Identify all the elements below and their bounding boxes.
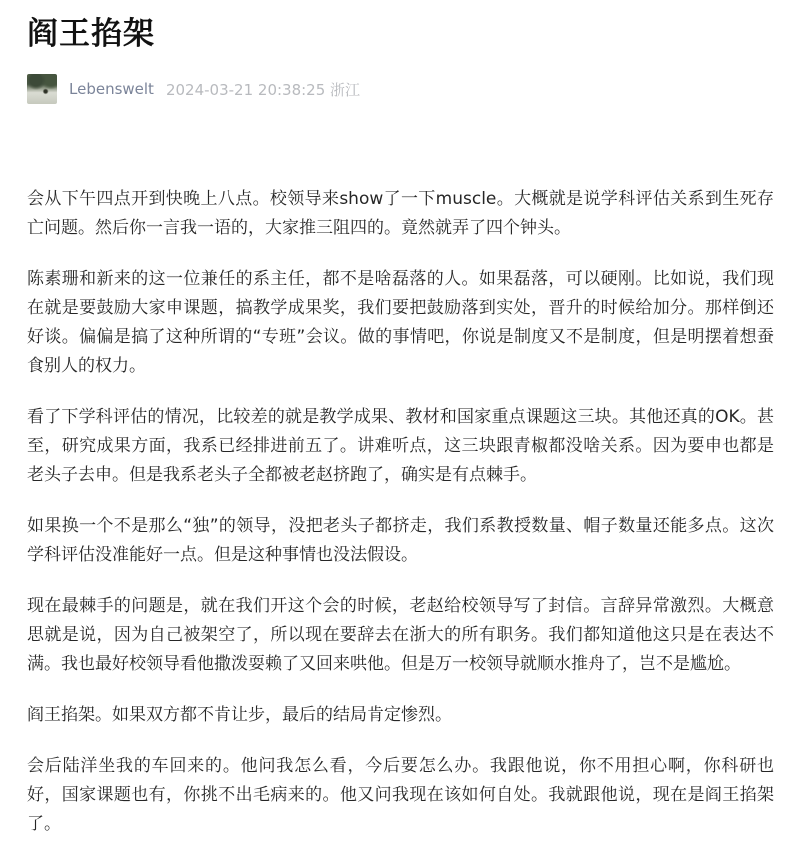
author-name[interactable]: Lebenswelt	[69, 80, 154, 98]
post-location: 浙江	[330, 80, 361, 99]
post-paragraph: 会从下午四点开到快晚上八点。校领导来show了一下muscle。大概就是说学科评估关系到生死存亡问题。然后你一言我一语的，大家推三阻四的。竟然就弄了四个钟头。	[27, 189, 774, 238]
post-paragraph: 看了下学科评估的情况，比较差的就是教学成果、教材和国家重点课题这三块。其他还真的OK。甚至，研究成果方面，我系已经排进前五了。讲难听点，这三块跟青椒都没啥关系。因为要申也都是老头子去申。但是我系老头子全都被老赵挤跑了，确实是有点棘手。	[27, 407, 774, 485]
author-row	[27, 73, 774, 105]
post-paragraph: 现在最棘手的问题是，就在我们开这个会的时候，老赵给校领导写了封信。言辞异常激烈。大概意思就是说，因为自己被架空了，所以现在要辞去在浙大的所有职务。我们都知道他这只是在表达不满。我也最好校领导看他撒泼耍赖了又回来哄他。但是万一校领导就顺水推舟了，岂不是尴尬。	[27, 596, 774, 674]
post-timestamp: 2024-03-21 20:38:25	[165, 80, 326, 99]
post-paragraph: 陈素珊和新来的这一位兼任的系主任，都不是啥磊落的人。如果磊落，可以硬刚。比如说，我们现在就是要鼓励大家申课题，搞教学成果奖，我们要把鼓励落到实处，晋升的时候给加分。那样倒还好谈。偏偏是搞了这种所谓的“专班”会议。做的事情吧，你说是制度又不是制度，但是明摆着想蚕食别人的权力。	[27, 269, 774, 376]
post-body	[27, 185, 774, 839]
post-paragraph: 阎王掐架。如果双方都不肯让步，最后的结局肯定惨烈。	[27, 705, 452, 725]
post-paragraph: 如果换一个不是那么“独”的领导，没把老头子都挤走，我们系教授数量、帽子数量还能多点。这次学科评估没准能好一点。但是这种事情也没法假设。	[27, 516, 774, 565]
author-avatar[interactable]	[27, 74, 57, 104]
post-title: 阎王掐架	[27, 16, 155, 52]
post-paragraph: 会后陆洋坐我的车回来的。他问我怎么看，今后要怎么办。我跟他说，你不用担心啊，你科研也好，国家课题也有，你挑不出毛病来的。他又问我现在该如何自处。我就跟他说，现在是阎王掐架了。	[27, 756, 774, 834]
post-meta	[166, 79, 360, 100]
